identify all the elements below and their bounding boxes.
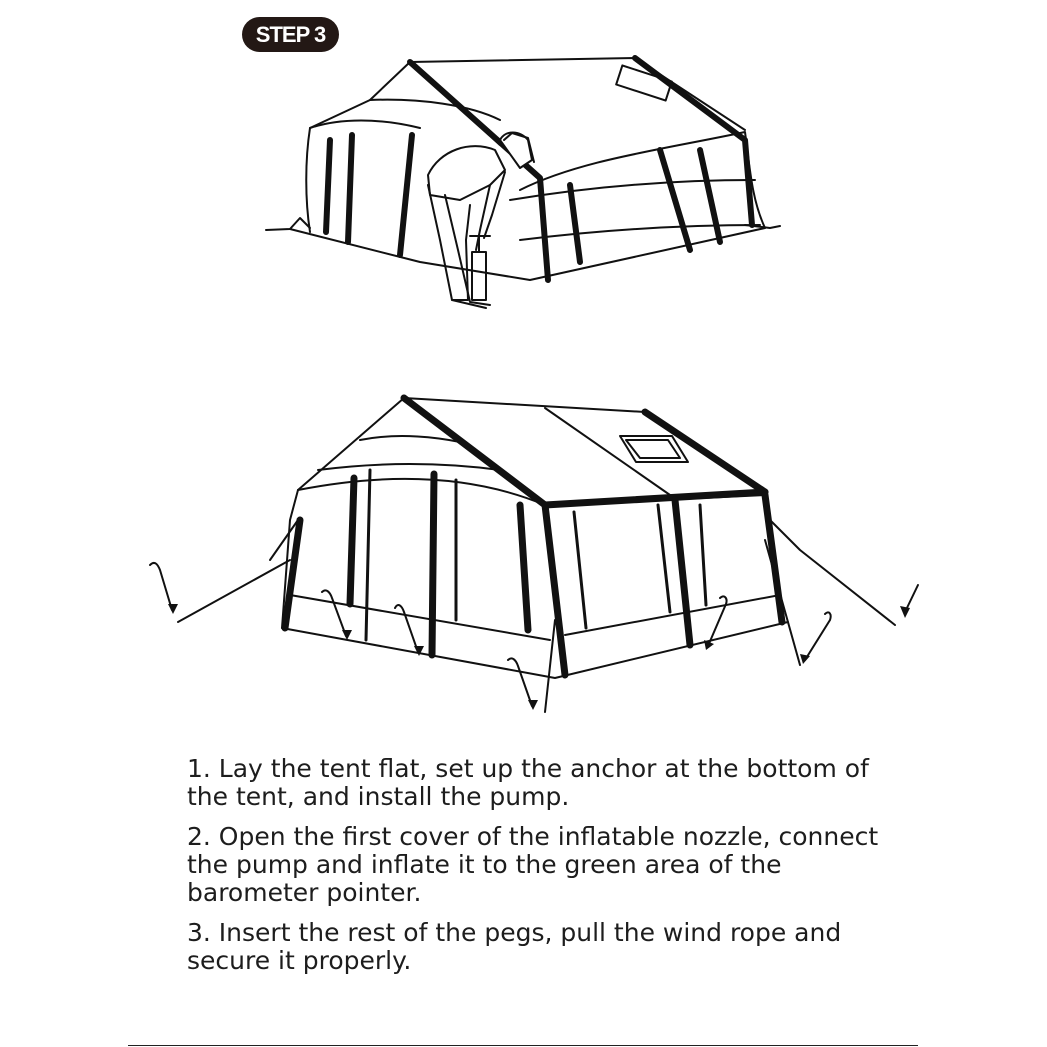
inflated-tent-staked-icon — [145, 390, 925, 715]
instruction-step-3: 3. Insert the rest of the pegs, pull the wind rope and secure it properly. — [187, 918, 842, 975]
instruction-step-2: 2. Open the first cover of the inflatable nozzle, connect the pump and inflate it to the green area of the barometer pointer. — [187, 822, 879, 907]
instruction-step-1: 1. Lay the tent flat, set up the anchor at the bottom of the tent, and install the pump. — [187, 754, 869, 811]
step-badge: STEP 3 — [242, 17, 339, 52]
instructions — [187, 755, 887, 987]
person-inflating-tent-icon — [260, 55, 790, 320]
bottom-divider — [128, 1045, 918, 1046]
